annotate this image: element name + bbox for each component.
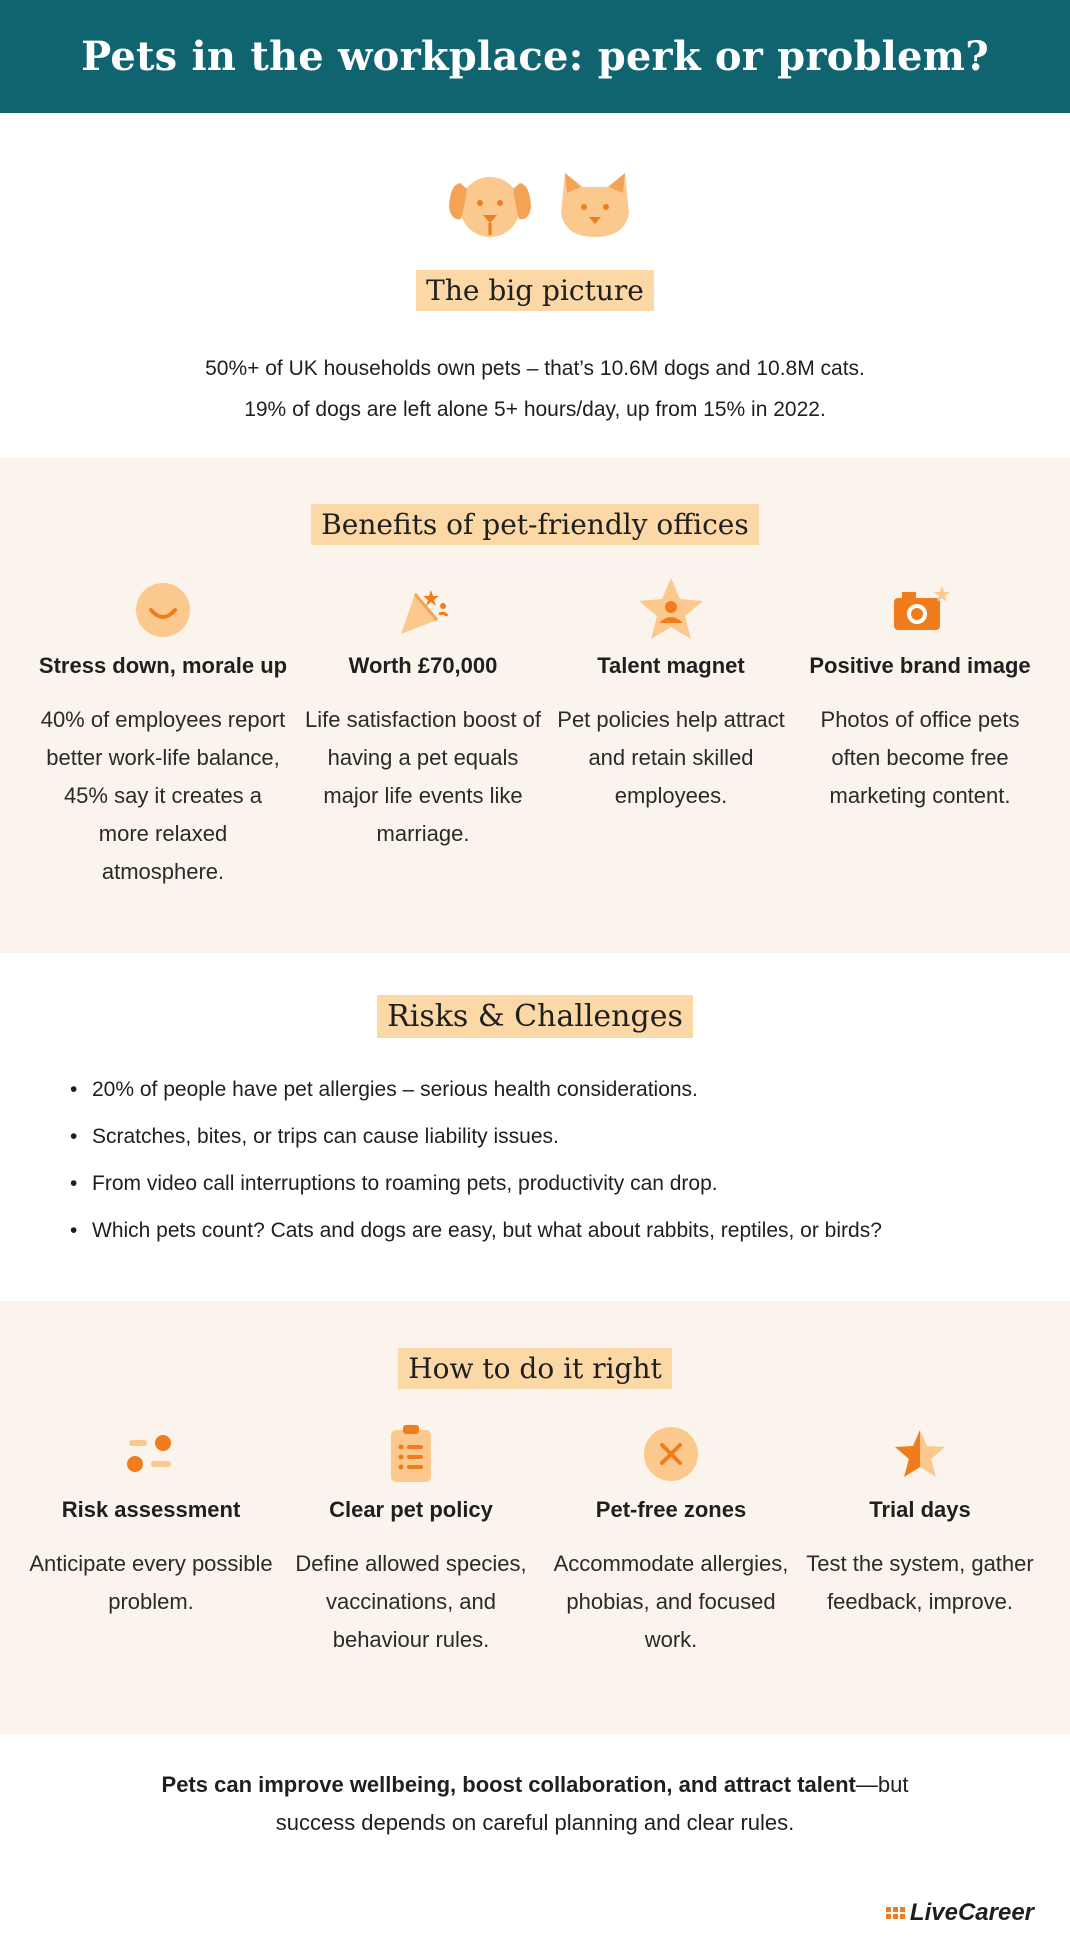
- list-item: • Which pets count? Cats and dogs are easy, but what about rabbits, reptiles, or birds?: [70, 1218, 1030, 1244]
- footer-summary-bold: Pets can improve wellbeing, boost collaboration, and attract talent: [161, 1772, 856, 1797]
- howto-item: [281, 1419, 541, 1659]
- list-item: • From video call interruptions to roaming pets, productivity can drop.: [70, 1171, 1030, 1197]
- big-picture-stat-1: 50%+ of UK households own pets – that’s 10.6M dogs and 10.8M cats.: [205, 357, 865, 380]
- logo-text: LiveCareer: [909, 1899, 1034, 1926]
- x-circle-icon: [641, 1424, 701, 1484]
- list-item: • 20% of people have pet allergies – serious health considerations.: [70, 1077, 1030, 1103]
- half-star-icon: [892, 1426, 948, 1482]
- benefit-title: Worth £70,000: [348, 653, 498, 678]
- smile-icon: [133, 580, 193, 640]
- howto-desc: Test the system, gather feedback, improve.: [806, 1551, 1034, 1614]
- big-picture-stat-2: 19% of dogs are left alone 5+ hours/day, up from 15% in 2022.: [244, 398, 826, 421]
- footer-section: [0, 1734, 1070, 1941]
- benefit-item: [546, 575, 796, 815]
- benefits-heading: Benefits of pet-friendly offices: [311, 504, 759, 545]
- benefit-desc: Photos of office pets often become free marketing content.: [820, 707, 1020, 808]
- footer-summary: [0, 1766, 1070, 1842]
- cat-icon: [555, 163, 635, 243]
- pet-icons: [445, 163, 635, 243]
- risks-section: [0, 953, 1070, 1301]
- clipboard-list-icon: [381, 1422, 441, 1486]
- howto-title: Trial days: [869, 1497, 971, 1522]
- benefit-item: [795, 575, 1045, 815]
- dog-icon: [445, 163, 535, 243]
- benefit-title: Talent magnet: [597, 653, 745, 678]
- howto-desc: Accommodate allergies, phobias, and focused work.: [553, 1551, 789, 1652]
- howto-title: Pet-free zones: [595, 1497, 747, 1522]
- benefits-section: [0, 458, 1070, 953]
- camera-icon: [888, 580, 952, 640]
- howto-heading: How to do it right: [398, 1348, 672, 1389]
- livecareer-logo: [886, 1899, 1034, 1927]
- howto-desc: Define allowed species, vaccinations, and behaviour rules.: [295, 1551, 527, 1652]
- star-person-icon: [636, 575, 706, 645]
- benefit-desc: Pet policies help attract and retain skilled employees.: [557, 707, 785, 808]
- logo-mark-icon: [886, 1907, 905, 1919]
- howto-item: [26, 1419, 276, 1621]
- benefit-title: Stress down, morale up: [38, 653, 288, 678]
- howto-title: Clear pet policy: [329, 1497, 493, 1522]
- benefit-title: Positive brand image: [809, 653, 1031, 678]
- header-banner: [0, 0, 1070, 113]
- benefit-desc: Life satisfaction boost of having a pet equals major life events like marriage.: [304, 707, 542, 846]
- footer-summary-rest: —but success depends on careful planning and clear rules.: [275, 1772, 909, 1835]
- benefit-item: [38, 575, 288, 891]
- list-item: • Scratches, bites, or trips can cause liability issues.: [70, 1124, 1030, 1150]
- howto-title: Risk assessment: [61, 1497, 241, 1522]
- risks-heading: Risks & Challenges: [377, 995, 693, 1038]
- benefit-desc: 40% of employees report better work-life balance, 45% say it creates a more relaxed atmosphere.: [40, 707, 286, 884]
- page-title: Pets in the workplace: perk or problem?: [81, 33, 989, 80]
- party-popper-icon: [393, 580, 453, 640]
- big-picture-section: [0, 113, 1070, 458]
- big-picture-heading: The big picture: [416, 270, 654, 311]
- howto-item: [546, 1419, 796, 1659]
- howto-desc: Anticipate every possible problem.: [29, 1551, 273, 1614]
- risks-list: [70, 1077, 1030, 1265]
- benefit-item: [298, 575, 548, 853]
- howto-item: [795, 1419, 1045, 1621]
- howto-section: [0, 1301, 1070, 1734]
- toggle-settings-icon: [121, 1424, 181, 1484]
